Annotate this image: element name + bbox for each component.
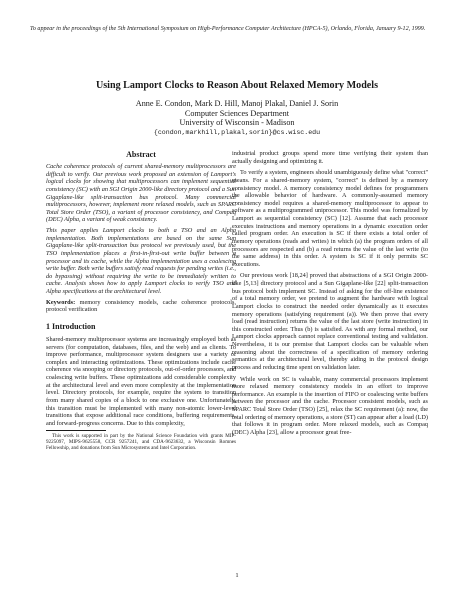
body-paragraph: industrial product groups spend more time verifying their system than actually designing and optimizing it. bbox=[232, 150, 428, 165]
body-paragraph: Our previous work [18,24] proved that abstractions of a SGI Origin 2000-like [5,13] directory protocol and a Sun Gigaplane-like [22] split-transaction bus protocol both implement SC. Instead of asking for the off-line existence of a total memory order, we pretend to augment the hardware with logical Lamport clocks to construct the needed order dynamically as it executes memory operations (satisfying requirement (a)). We then prove that every load (read instruction) returns the value of the last store (write instruction) in this constructed order. Thus (b) is satisfied. As with any formal method, our Lamport clocks approach cannot replace conventional testing and validation. Nevertheless, it is our premise that Lamport clocks can be valuable when reasoning about the correctness of a specification of memory ordering semantics at the architectural level, thereby aiding in the protocol design process and reducing time spent on validation later. bbox=[232, 272, 428, 371]
abstract-paragraph: This paper applies Lamport clocks to both a TSO and an Alpha implementation. Both implementations are based on the same Sun Gigaplane-like split-transaction bus protocol we previously used, but the TSO implementation places a first-in-first-out write buffer between a processor and its cache, while the Alpha implementation uses a coalescing write buffer. Both write buffers satisfy read requests for pending writes (i.e., do bypassing) without requiring the write to be immediately written to cache. Analysis shows how to apply Lamport clocks to verify TSO and Alpha specifications at the architectural level. bbox=[46, 227, 236, 295]
author-email: {condon,markhill,plakal,sorin}@cs.wisc.edu bbox=[153, 128, 321, 136]
author-block bbox=[0, 99, 474, 137]
footnote-divider bbox=[46, 430, 106, 431]
footnote: This work is supported in part by the National Science Foundation with grants MIP-9225097, MIPS-9625558, CCR 9257241, and CDA-9623632, a Wisconsin Romnes Fellowship, and donations from Sun Microsystems and Intel Corporation. bbox=[46, 433, 236, 452]
keywords bbox=[46, 299, 236, 314]
author-university: University of Wisconsin - Madison bbox=[179, 118, 295, 128]
publication-note: To appear in the proceedings of the 5th International Symposium on High-Performance Computer Architecture (HPCA-5), Orlando, Florida, January 9-12, 1999. bbox=[30, 26, 426, 32]
body-paragraph: While work on SC is valuable, many commercial processors implement more relaxed memory consistency models in an effort to improve performance. An example is the insertion of FIFO or coalescing write buffers between the processor and the cache. Processor consistent models, such as SPARC Total Store Order (TSO) [25], relax the SC requirement (a): now, the total ordering of memory operations, a store (ST) can appear after a load (LD) that follows it in program order. More relaxed models, such as Compaq (DEC) Alpha [23], allow a processor great free- bbox=[232, 375, 428, 436]
section-heading: 1 Introduction bbox=[46, 321, 96, 331]
page-number: 1 bbox=[235, 572, 239, 579]
body-paragraph: Shared-memory multiprocessor systems are increasingly employed both as servers (for computation, databases, files, and the web) and as clients. To improve performance, multiprocessor system designers use a variety of complex and interacting optimizations. These optimizations include cache coherence via snooping or directory protocols, out-of-order processors, and coalescing write buffers. These optimizations add considerable complexity at the architectural level and even more complexity at the implementation level. Directory protocols, for example, require the system to transition from many shared copies of a block to one exclusive one. Unfortunately, this transition must be implemented with many non-atomic lower-level transitions that expose additional race conditions, buffering requirements, and forward-progress concerns. Due to this complexity, bbox=[46, 335, 236, 427]
keywords-label: Keywords: bbox=[46, 298, 76, 306]
right-column bbox=[232, 150, 428, 437]
keywords-text: memory consistency models, cache coherence protocols, protocol verification bbox=[46, 298, 237, 314]
author-department: Computer Sciences Department bbox=[184, 108, 290, 118]
paper-title: Using Lamport Clocks to Reason About Relaxed Memory Models bbox=[95, 80, 379, 91]
body-paragraph: To verify a system, engineers should unambiguously define what "correct" means. For a shared-memory system, "correct" is defined by a memory consistency model. A memory consistency model defines for programmers the allowable behavior of hardware. A commonly-assumed memory consistency model requires a shared-memory multiprocessor to appear to software as a multiprogrammed uniprocessor. This model was formalized by Lamport as sequential consistency (SC) [12]. Assume that each processor executes instructions and memory operations in a dynamic execution order called program order. An execution is SC if there exists a total order of memory operations (reads and writes) in which (a) the program orders of all processors are respected and (b) a read returns the value of the last write (to the same address) in this order. A system is SC if it only permits SC executions. bbox=[232, 169, 428, 268]
author-names: Anne E. Condon, Mark D. Hill, Manoj Plakal, Daniel J. Sorin bbox=[135, 99, 339, 108]
left-column bbox=[46, 150, 236, 451]
abstract-paragraph: Cache coherence protocols of current shared-memory multiprocessors are difficult to verify. Our previous work proposed an extension of Lamport's logical clocks for showing that multiprocessors can implement sequential consistency (SC) with an SGI Origin 2000-like directory protocol and a Sun Gigaplane-like split-transaction bus protocol. Many commercial multiprocessors, however, implement more relaxed models, such as SPARC Total Store Order (TSO), a variant of processor consistency, and Compaq (DEC) Alpha, a variant of weak consistency. bbox=[46, 163, 236, 224]
abstract-heading: Abstract bbox=[126, 150, 156, 159]
abstract-section bbox=[46, 150, 236, 296]
